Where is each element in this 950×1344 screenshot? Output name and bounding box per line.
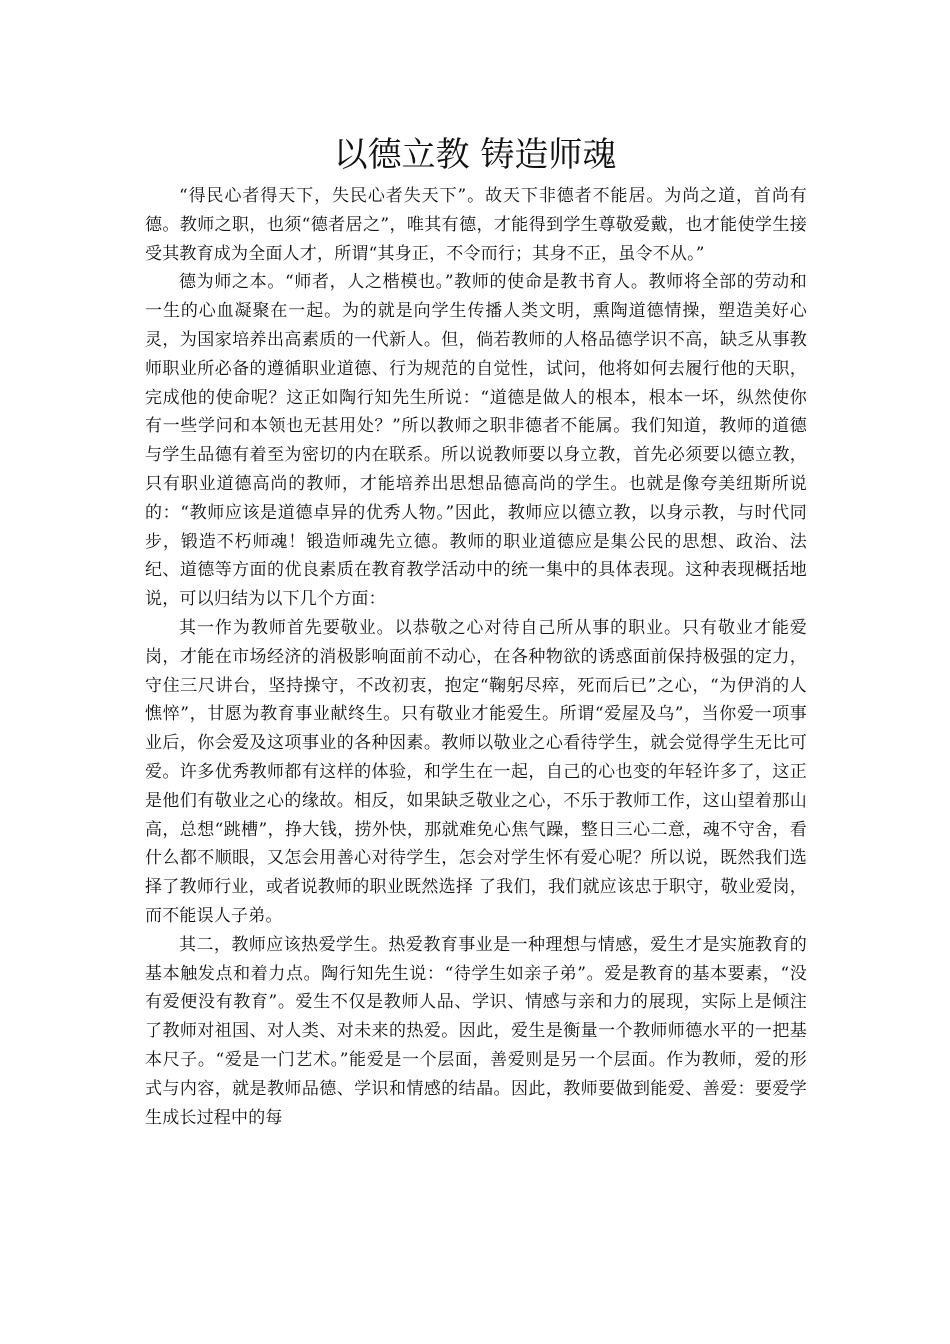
document-body (145, 182, 807, 1132)
paragraph-2: 德为师之本。“师者，人之楷模也。”教师的使命是教书育人。教师将全部的劳动和一生的心血凝聚在一起。为的就是向学生传播人类文明，熏陶道德情操，塑造美好心灵，为国家培养出高素质的一代新人。但，倘若教师的人格品德学识不高，缺乏从事教师职业所必备的遵循职业道德、行为规范的自觉性，试问，他将如何去履行他的天职，完成他的使命呢？这正如陶行知先生所说：“道德是做人的根本，根本一坏，纵然使你有一些学问和本领也无甚用处？”所以教师之职非德者不能属。我们知道，教师的道德与学生品德有着至为密切的内在联系。所以说教师要以身立教，首先必须要以德立教，只有职业道德高尚的教师，才能培养出思想品德高尚的学生。也就是像夸美纽斯所说的：“教师应该是道德卓异的优秀人物。”因此，教师应以德立教，以身示教，与时代同步，锻造不朽师魂！锻造师魂先立德。教师的职业道德应是集公民的思想、政治、法纪、道德等方面的优良素质在教育教学活动中的统一集中的具体表现。这种表现概括地说，可以归结为以下几个方面： (145, 272, 807, 610)
paragraph-3: 其一作为教师首先要敬业。以恭敬之心对待自己所从事的职业。只有敬业才能爱岗，才能在市场经济的消极影响面前不动心，在各种物欲的诱惑面前保持极强的定力，守住三尺讲台，坚持操守，不改初衷，抱定“鞠躬尽瘁，死而后已”之心，“为伊消的人憔悴”，甘愿为教育事业献终生。只有敬业才能爱生。所谓“爱屋及乌”，当你爱一项事业后，你会爱及这项事业的各种因素。教师以敬业之心看待学生，就会觉得学生无比可爱。许多优秀教师都有这样的体验，和学生在一起，自己的心也变的年轻许多了，这正是他们有敬业之心的缘故。相反，如果缺乏敬业之心，不乐于教师工作，这山望着那山高，总想“跳槽”，挣大钱，捞外快，那就难免心焦气躁，整日三心二意，魂不守舍，看什么都不顺眼，又怎会用善心对待学生，怎会对学生怀有爱心呢？所以说，既然我们选择了教师行业，或者说教师的职业既然选择 了我们，我们就应该忠于职守，敬业爱岗，而不能误人子弟。 (145, 617, 807, 926)
paragraph-4: 其二，教师应该热爱学生。热爱教育事业是一种理想与情感，爱生才是实施教育的基本触发点和着力点。陶行知先生说：“待学生如亲子弟”。爱是教育的基本要素，“没有爱便没有教育”。爱生不仅是教师人品、学识、情感与亲和力的展现，实际上是倾注了教师对祖国、对人类、对未来的热爱。因此，爱生是衡量一个教师师德水平的一把基本尺子。“爱是一门艺术。”能爱是一个层面，善爱则是另一个层面。作为教师，爱的形式与内容，就是教师品德、学识和情感的结晶。因此，教师要做到能爱、善爱：要爱学生成长过程中的每 (145, 934, 807, 1128)
document-title: 以德立教 铸造师魂 (333, 135, 617, 175)
paragraph-1: “得民心者得天下，失民心者失天下”。故天下非德者不能居。为尚之道，首尚有德。教师之职，也须“德者居之”，唯其有德，才能得到学生尊敬爱戴，也才能使学生接受其教育成为全面人才，所谓“其身正，不令而行；其身不正，虽令不从。” (145, 186, 807, 264)
